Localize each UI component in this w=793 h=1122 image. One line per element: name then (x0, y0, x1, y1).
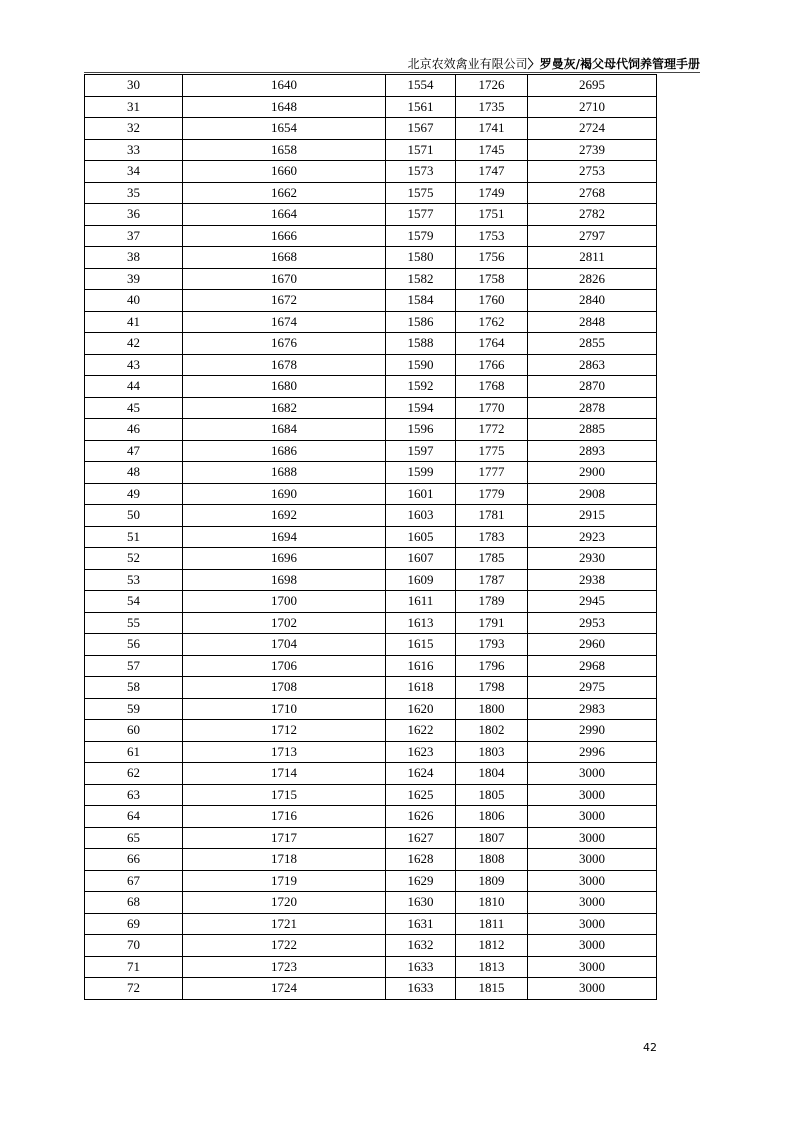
table-cell: 61 (85, 741, 183, 763)
table-cell: 1758 (456, 268, 528, 290)
table-row (85, 806, 657, 828)
table-cell: 1690 (183, 483, 386, 505)
table-row (85, 827, 657, 849)
table-cell: 1664 (183, 204, 386, 226)
table-cell: 1706 (183, 655, 386, 677)
table-row (85, 591, 657, 613)
table-cell: 1777 (456, 462, 528, 484)
table-cell: 1753 (456, 225, 528, 247)
table-cell: 1584 (386, 290, 456, 312)
table-cell: 1596 (386, 419, 456, 441)
table-cell: 1789 (456, 591, 528, 613)
table-cell: 64 (85, 806, 183, 828)
table-cell: 38 (85, 247, 183, 269)
table-cell: 1599 (386, 462, 456, 484)
table-cell: 58 (85, 677, 183, 699)
table-cell: 3000 (528, 956, 657, 978)
table-cell: 1772 (456, 419, 528, 441)
table-cell: 1720 (183, 892, 386, 914)
table-row (85, 75, 657, 97)
table-cell: 1577 (386, 204, 456, 226)
table-cell: 1704 (183, 634, 386, 656)
table-cell: 1815 (456, 978, 528, 1000)
table-cell: 2710 (528, 96, 657, 118)
table-row (85, 784, 657, 806)
table-row (85, 849, 657, 871)
table-cell: 39 (85, 268, 183, 290)
table-cell: 2990 (528, 720, 657, 742)
table-cell: 51 (85, 526, 183, 548)
table-cell: 1573 (386, 161, 456, 183)
table-cell: 2938 (528, 569, 657, 591)
table-cell: 42 (85, 333, 183, 355)
table-cell: 1698 (183, 569, 386, 591)
table-cell: 2797 (528, 225, 657, 247)
table-row (85, 483, 657, 505)
table-cell: 1726 (456, 75, 528, 97)
table-cell: 1680 (183, 376, 386, 398)
table-cell: 1702 (183, 612, 386, 634)
table-cell: 52 (85, 548, 183, 570)
table-cell: 1700 (183, 591, 386, 613)
table-cell: 2953 (528, 612, 657, 634)
table-cell: 1571 (386, 139, 456, 161)
page-number: 42 (643, 1041, 657, 1054)
table-cell: 1796 (456, 655, 528, 677)
table-cell: 1660 (183, 161, 386, 183)
table-cell: 3000 (528, 827, 657, 849)
table-row (85, 204, 657, 226)
table-cell: 1601 (386, 483, 456, 505)
table-row (85, 333, 657, 355)
table-cell: 1632 (386, 935, 456, 957)
table-cell: 67 (85, 870, 183, 892)
table-cell: 1809 (456, 870, 528, 892)
table-cell: 1676 (183, 333, 386, 355)
table-cell: 1696 (183, 548, 386, 570)
table-cell: 1567 (386, 118, 456, 140)
table-cell: 59 (85, 698, 183, 720)
table-cell: 1766 (456, 354, 528, 376)
table-cell: 1770 (456, 397, 528, 419)
table-body (85, 75, 657, 1000)
table-cell: 41 (85, 311, 183, 333)
table-cell: 55 (85, 612, 183, 634)
table-cell: 1718 (183, 849, 386, 871)
table-row (85, 741, 657, 763)
table-cell: 2893 (528, 440, 657, 462)
table-cell: 1605 (386, 526, 456, 548)
table-row (85, 698, 657, 720)
table-row (85, 376, 657, 398)
table-cell: 2863 (528, 354, 657, 376)
table-cell: 54 (85, 591, 183, 613)
table-cell: 33 (85, 139, 183, 161)
table-cell: 2840 (528, 290, 657, 312)
table-cell: 1798 (456, 677, 528, 699)
table-row (85, 225, 657, 247)
table-cell: 35 (85, 182, 183, 204)
table-row (85, 720, 657, 742)
table-row (85, 311, 657, 333)
table-cell: 1684 (183, 419, 386, 441)
table-cell: 1803 (456, 741, 528, 763)
table-row (85, 548, 657, 570)
table-cell: 1672 (183, 290, 386, 312)
table-cell: 49 (85, 483, 183, 505)
table-cell: 1811 (456, 913, 528, 935)
table-cell: 1787 (456, 569, 528, 591)
table-cell: 2768 (528, 182, 657, 204)
table-cell: 1592 (386, 376, 456, 398)
table-cell: 1722 (183, 935, 386, 957)
table-cell: 72 (85, 978, 183, 1000)
table-row (85, 118, 657, 140)
table-cell: 1631 (386, 913, 456, 935)
table-cell: 3000 (528, 978, 657, 1000)
table-cell: 1708 (183, 677, 386, 699)
table-cell: 1716 (183, 806, 386, 828)
table-cell: 40 (85, 290, 183, 312)
table-cell: 2811 (528, 247, 657, 269)
table-cell: 1648 (183, 96, 386, 118)
table-cell: 2923 (528, 526, 657, 548)
table-cell: 1662 (183, 182, 386, 204)
table-cell: 1623 (386, 741, 456, 763)
table-row (85, 139, 657, 161)
table-cell: 2960 (528, 634, 657, 656)
table-cell: 1654 (183, 118, 386, 140)
table-cell: 1666 (183, 225, 386, 247)
table-cell: 1804 (456, 763, 528, 785)
table-cell: 36 (85, 204, 183, 226)
table-cell: 69 (85, 913, 183, 935)
table-cell: 2878 (528, 397, 657, 419)
table-cell: 2695 (528, 75, 657, 97)
table-cell: 1615 (386, 634, 456, 656)
table-cell: 1808 (456, 849, 528, 871)
table-cell: 1692 (183, 505, 386, 527)
table-cell: 43 (85, 354, 183, 376)
table-row (85, 677, 657, 699)
table-cell: 1735 (456, 96, 528, 118)
table-cell: 1768 (456, 376, 528, 398)
table-cell: 1594 (386, 397, 456, 419)
table-cell: 1629 (386, 870, 456, 892)
table-cell: 1807 (456, 827, 528, 849)
table-cell: 1764 (456, 333, 528, 355)
manual-title: 〉罗曼灰/褐父母代饲养管理手册 (527, 57, 700, 71)
table-cell: 1607 (386, 548, 456, 570)
header-divider (84, 72, 700, 73)
table-cell: 44 (85, 376, 183, 398)
table-cell: 1717 (183, 827, 386, 849)
table-row (85, 419, 657, 441)
table-cell: 1630 (386, 892, 456, 914)
table-cell: 1751 (456, 204, 528, 226)
table-row (85, 612, 657, 634)
table-cell: 57 (85, 655, 183, 677)
table-cell: 56 (85, 634, 183, 656)
table-cell: 1670 (183, 268, 386, 290)
table-cell: 2996 (528, 741, 657, 763)
table-cell: 1741 (456, 118, 528, 140)
table-cell: 2945 (528, 591, 657, 613)
table-cell: 1800 (456, 698, 528, 720)
table-cell: 3000 (528, 913, 657, 935)
table-cell: 2885 (528, 419, 657, 441)
table-row (85, 397, 657, 419)
page-header (84, 55, 700, 73)
table-cell: 3000 (528, 935, 657, 957)
table-cell: 68 (85, 892, 183, 914)
company-name: 北京农效禽业有限公司 (407, 57, 528, 71)
table-cell: 1627 (386, 827, 456, 849)
table-row (85, 956, 657, 978)
table-cell: 1609 (386, 569, 456, 591)
table-row (85, 892, 657, 914)
table-cell: 3000 (528, 784, 657, 806)
table-cell: 1628 (386, 849, 456, 871)
table-cell: 1611 (386, 591, 456, 613)
table-cell: 1810 (456, 892, 528, 914)
table-row (85, 655, 657, 677)
table-cell: 46 (85, 419, 183, 441)
table-cell: 1710 (183, 698, 386, 720)
table-row (85, 268, 657, 290)
table-cell: 31 (85, 96, 183, 118)
table-row (85, 462, 657, 484)
table-cell: 3000 (528, 806, 657, 828)
table-cell: 2983 (528, 698, 657, 720)
table-row (85, 634, 657, 656)
table-row (85, 290, 657, 312)
table-cell: 1613 (386, 612, 456, 634)
table-cell: 1813 (456, 956, 528, 978)
table-cell: 32 (85, 118, 183, 140)
table-cell: 2900 (528, 462, 657, 484)
table-cell: 60 (85, 720, 183, 742)
table-cell: 1802 (456, 720, 528, 742)
table-cell: 1724 (183, 978, 386, 1000)
table-cell: 53 (85, 569, 183, 591)
table-cell: 1723 (183, 956, 386, 978)
table-cell: 1713 (183, 741, 386, 763)
table-cell: 1668 (183, 247, 386, 269)
table-cell: 1620 (386, 698, 456, 720)
table-cell: 1719 (183, 870, 386, 892)
table-cell: 1812 (456, 935, 528, 957)
table-cell: 1783 (456, 526, 528, 548)
table-cell: 2975 (528, 677, 657, 699)
table-cell: 1678 (183, 354, 386, 376)
table-cell: 1586 (386, 311, 456, 333)
table-cell: 1597 (386, 440, 456, 462)
table-cell: 1686 (183, 440, 386, 462)
table-cell: 1715 (183, 784, 386, 806)
table-cell: 1793 (456, 634, 528, 656)
table-cell: 1625 (386, 784, 456, 806)
table-cell: 1805 (456, 784, 528, 806)
table-cell: 1561 (386, 96, 456, 118)
table-cell: 70 (85, 935, 183, 957)
table-cell: 1658 (183, 139, 386, 161)
table-cell: 2930 (528, 548, 657, 570)
table-row (85, 440, 657, 462)
table-cell: 2782 (528, 204, 657, 226)
table-cell: 3000 (528, 892, 657, 914)
table-cell: 1633 (386, 956, 456, 978)
table-row (85, 96, 657, 118)
table-cell: 47 (85, 440, 183, 462)
data-table (84, 74, 657, 1000)
table-cell: 1781 (456, 505, 528, 527)
table-cell: 1580 (386, 247, 456, 269)
table-row (85, 870, 657, 892)
table-cell: 1575 (386, 182, 456, 204)
table-cell: 30 (85, 75, 183, 97)
table-cell: 1721 (183, 913, 386, 935)
table-cell: 71 (85, 956, 183, 978)
table-row (85, 526, 657, 548)
table-cell: 1791 (456, 612, 528, 634)
table-cell: 1806 (456, 806, 528, 828)
table-cell: 1618 (386, 677, 456, 699)
table-cell: 34 (85, 161, 183, 183)
table-row (85, 505, 657, 527)
table-cell: 65 (85, 827, 183, 849)
table-cell: 1745 (456, 139, 528, 161)
table-cell: 1749 (456, 182, 528, 204)
table-cell: 2848 (528, 311, 657, 333)
table-cell: 63 (85, 784, 183, 806)
table-cell: 1785 (456, 548, 528, 570)
table-cell: 50 (85, 505, 183, 527)
table-cell: 1622 (386, 720, 456, 742)
table-cell: 2915 (528, 505, 657, 527)
table-cell: 1694 (183, 526, 386, 548)
table-cell: 1756 (456, 247, 528, 269)
table-cell: 1775 (456, 440, 528, 462)
table-row (85, 978, 657, 1000)
table-row (85, 182, 657, 204)
table-cell: 1688 (183, 462, 386, 484)
table-cell: 1674 (183, 311, 386, 333)
table-cell: 1760 (456, 290, 528, 312)
table-cell: 3000 (528, 763, 657, 785)
table-cell: 37 (85, 225, 183, 247)
table-cell: 3000 (528, 870, 657, 892)
table-cell: 45 (85, 397, 183, 419)
table-cell: 2908 (528, 483, 657, 505)
table-cell: 1714 (183, 763, 386, 785)
table-cell: 1762 (456, 311, 528, 333)
table-cell: 1626 (386, 806, 456, 828)
table-cell: 1579 (386, 225, 456, 247)
table-cell: 1616 (386, 655, 456, 677)
table-cell: 2724 (528, 118, 657, 140)
table-cell: 2753 (528, 161, 657, 183)
table-cell: 2826 (528, 268, 657, 290)
table-cell: 2870 (528, 376, 657, 398)
table-cell: 1582 (386, 268, 456, 290)
table-cell: 1633 (386, 978, 456, 1000)
table-row (85, 913, 657, 935)
table-cell: 1603 (386, 505, 456, 527)
table-cell: 62 (85, 763, 183, 785)
table-cell: 1590 (386, 354, 456, 376)
table-cell: 1747 (456, 161, 528, 183)
table-cell: 1712 (183, 720, 386, 742)
table-cell: 1588 (386, 333, 456, 355)
table-cell: 1779 (456, 483, 528, 505)
table-row (85, 935, 657, 957)
table-row (85, 161, 657, 183)
table-cell: 1682 (183, 397, 386, 419)
table-row (85, 354, 657, 376)
table-cell: 1640 (183, 75, 386, 97)
table-row (85, 247, 657, 269)
table-row (85, 569, 657, 591)
table-cell: 1624 (386, 763, 456, 785)
table-cell: 3000 (528, 849, 657, 871)
table-row (85, 763, 657, 785)
table-cell: 2855 (528, 333, 657, 355)
table-cell: 2968 (528, 655, 657, 677)
table-cell: 2739 (528, 139, 657, 161)
table-cell: 66 (85, 849, 183, 871)
table-cell: 48 (85, 462, 183, 484)
table-cell: 1554 (386, 75, 456, 97)
